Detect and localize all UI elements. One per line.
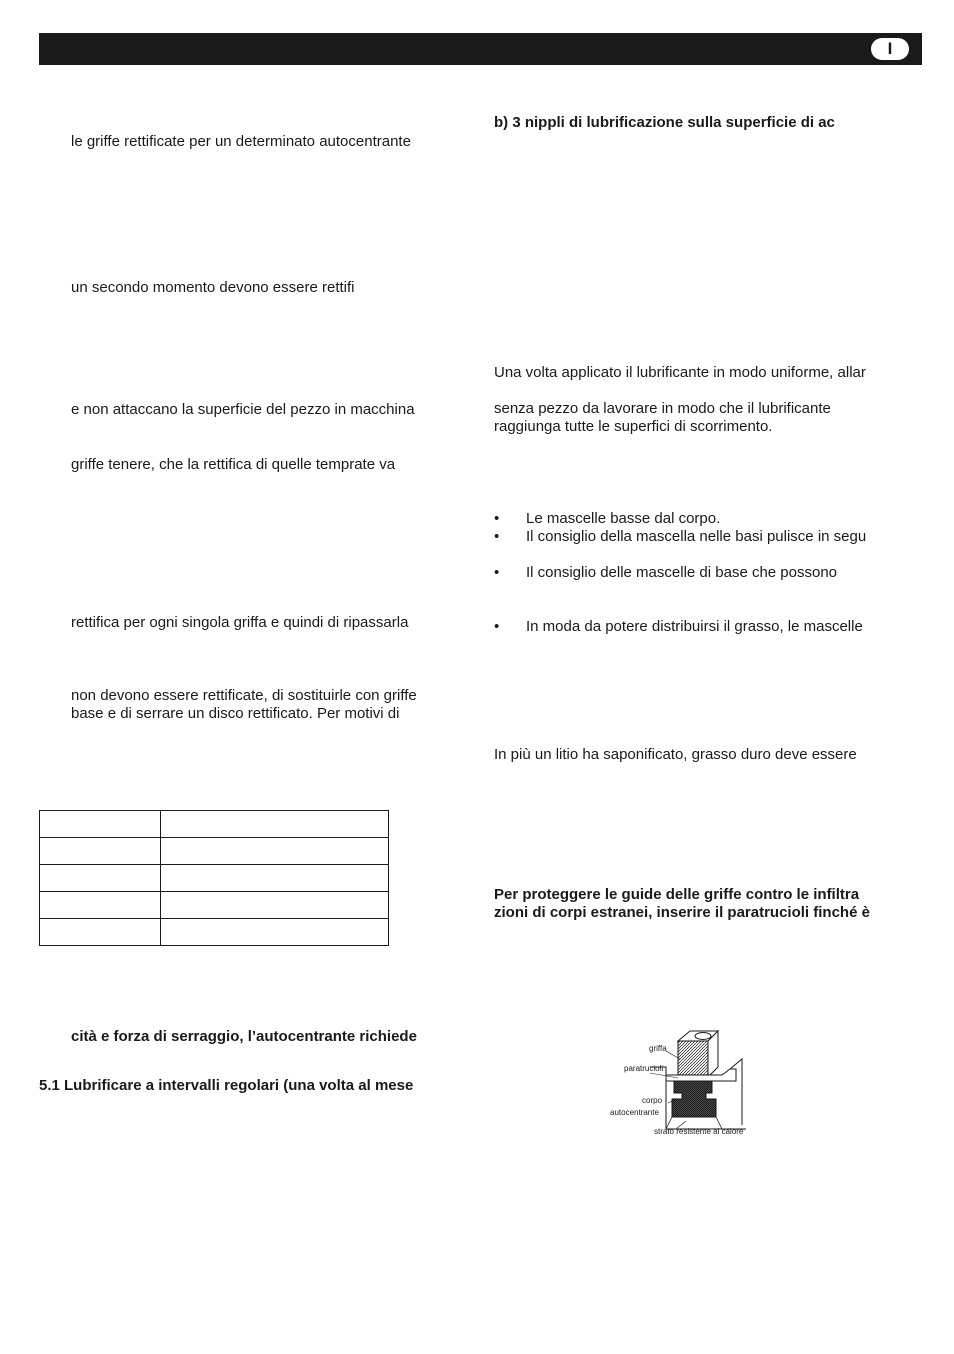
bullet-text-2: Il consiglio della mascella nelle basi pulisce in segu: [526, 528, 867, 545]
table-cell: [161, 838, 389, 865]
bullet-symbol: •: [494, 510, 500, 527]
bullet-symbol: •: [494, 618, 500, 635]
table-cell: [40, 892, 161, 919]
table-row: [40, 892, 389, 919]
heading-b: b) 3 nippli di lubrificazione sulla superficie di ac: [494, 114, 835, 131]
right-para-1: Una volta applicato il lubrificante in modo uniforme, allar: [494, 364, 866, 381]
right-para-2-line-1: senza pezzo da lavorare in modo che il lubrificante: [494, 400, 831, 417]
header-bar: [39, 33, 922, 65]
bullet-text-4: In moda da potere distribuirsi il grasso, le mascelle: [526, 618, 863, 635]
table-cell: [161, 865, 389, 892]
bold-note-line-2: zioni di corpi estranei, inserire il paratrucioli finché è: [494, 904, 870, 921]
table-row: [40, 811, 389, 838]
bold-note-line-1: Per proteggere le guide delle griffe contro le infiltra: [494, 886, 860, 903]
left-line-1: le griffe rettificate per un determinato autocentrante: [71, 133, 411, 150]
label-autocentrante: autocentrante: [610, 1108, 659, 1117]
bullet-text-1: Le mascelle basse dal corpo.: [526, 510, 721, 527]
label-paratrucioli: paratrucioli: [624, 1064, 664, 1073]
table-row: [40, 865, 389, 892]
right-para-2-line-2: raggiunga tutte le superfici di scorrimento.: [494, 418, 773, 435]
left-line-5: rettifica per ogni singola griffa e quindi di ripassarla: [71, 614, 409, 631]
table-cell: [161, 919, 389, 946]
table-cell: [40, 811, 161, 838]
table-row: [40, 919, 389, 946]
label-strato: strato resistente al calore: [654, 1127, 744, 1136]
jaw-guard-diagram: [606, 1025, 766, 1143]
left-line-8: cità e forza di serraggio, l’autocentrante richiede: [71, 1028, 417, 1045]
left-line-4: griffe tenere, che la rettifica di quelle temprate va: [71, 456, 396, 473]
table-row: [40, 838, 389, 865]
left-line-2: un secondo momento devono essere rettifi: [71, 279, 355, 296]
label-corpo: corpo: [642, 1096, 663, 1105]
language-badge: I: [871, 38, 909, 60]
bullet-symbol: •: [494, 528, 500, 545]
left-line-6: non devono essere rettificate, di sostituirle con griffe: [71, 687, 417, 704]
bullet-symbol: •: [494, 564, 500, 581]
left-line-3: e non attaccano la superficie del pezzo in macchina: [71, 401, 415, 418]
table-cell: [40, 865, 161, 892]
table-cell: [161, 892, 389, 919]
empty-table: [39, 810, 389, 946]
label-griffa: griffa: [649, 1044, 667, 1053]
table-cell: [40, 838, 161, 865]
bullet-text-3: Il consiglio delle mascelle di base che possono: [526, 564, 838, 581]
right-para-3: In più un litio ha saponificato, grasso duro deve essere: [494, 746, 857, 763]
table-cell: [40, 919, 161, 946]
table-cell: [161, 811, 389, 838]
section-5-1-heading: 5.1 Lubrificare a intervalli regolari (una volta al mese: [39, 1077, 414, 1094]
left-line-7: base e di serrare un disco rettificato. Per motivi di: [71, 705, 400, 722]
